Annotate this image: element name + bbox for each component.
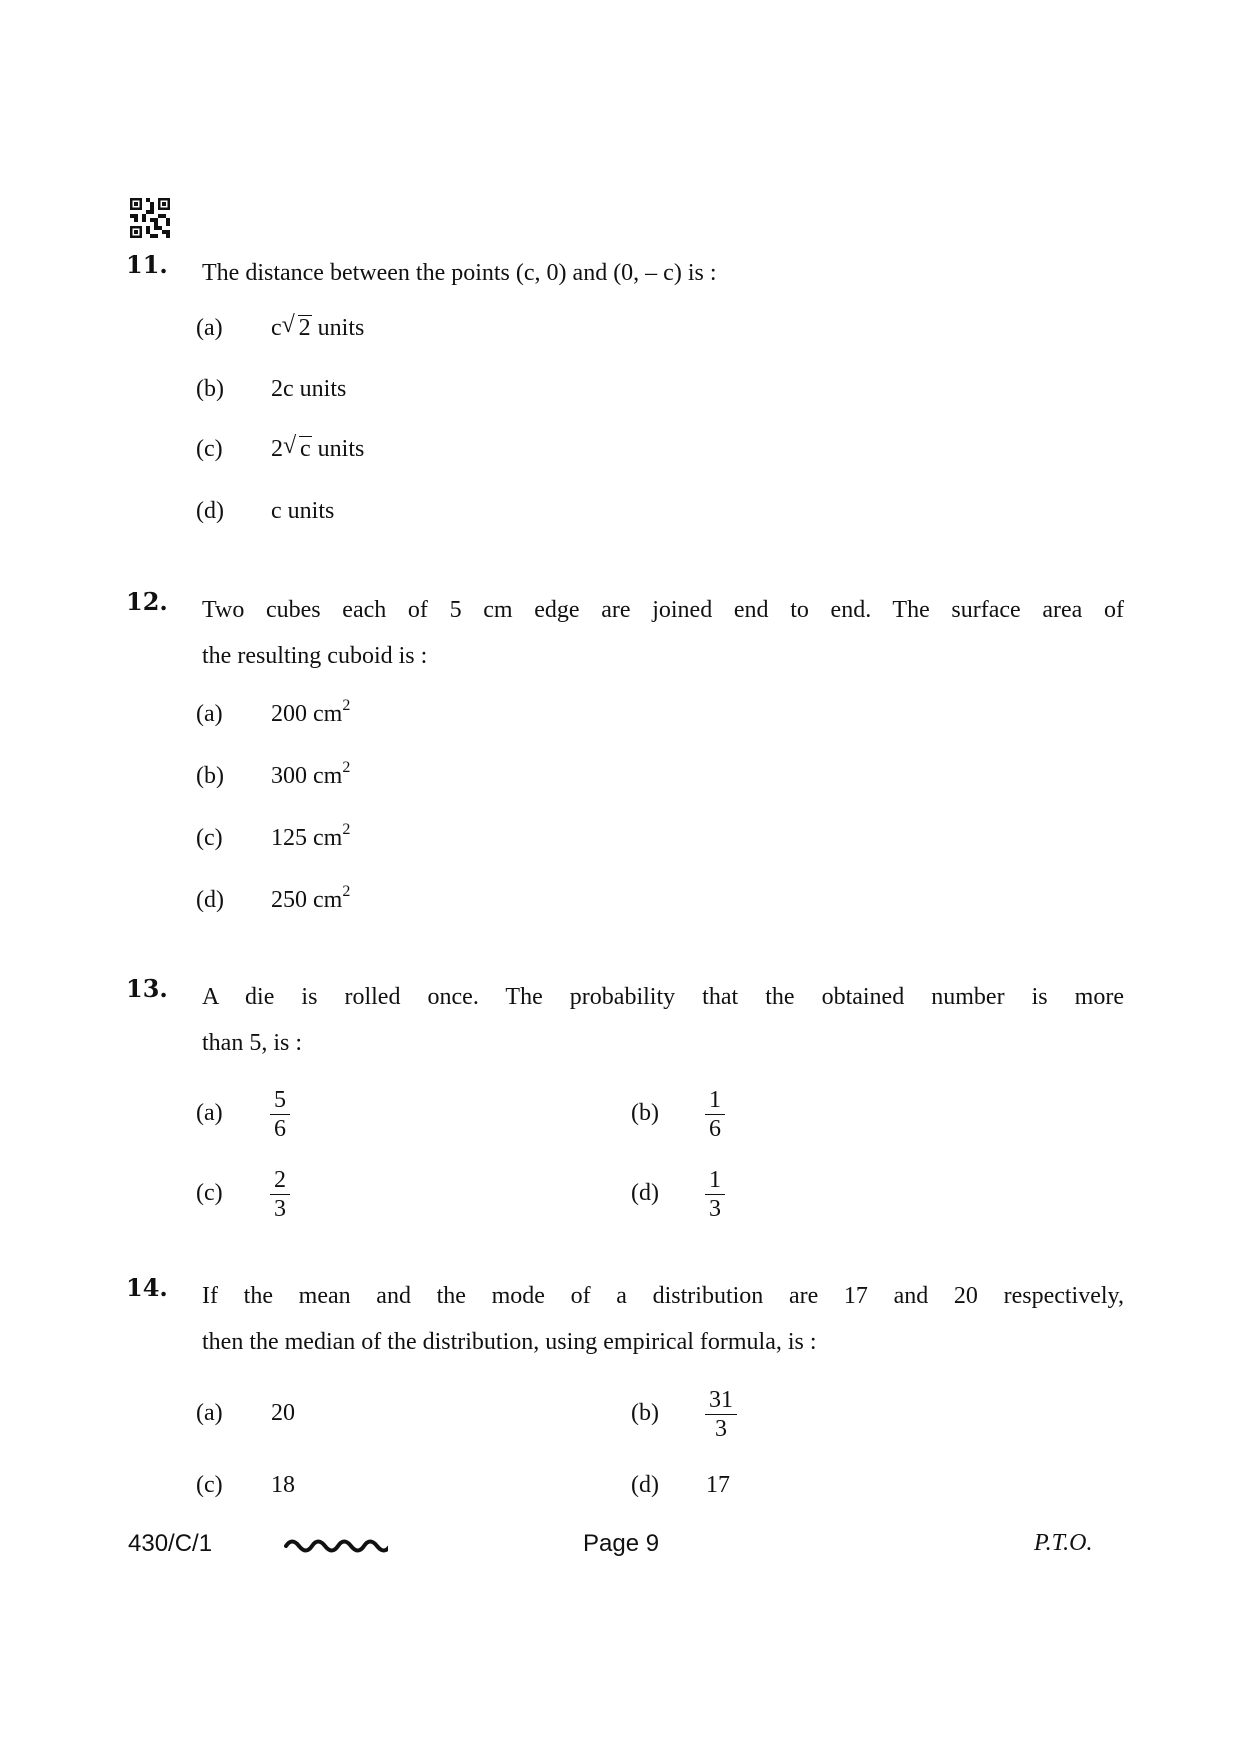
- option-value: [271, 818, 350, 858]
- option-label: (d): [631, 1472, 659, 1498]
- denominator: 3: [715, 1415, 727, 1442]
- option-text: 125 cm: [271, 825, 343, 851]
- page-footer: [0, 1530, 1241, 1570]
- option-value: [270, 1158, 290, 1228]
- wave-ornament: [284, 1534, 388, 1565]
- option-exponent: 2: [342, 883, 351, 900]
- option-label: (b): [631, 1400, 659, 1426]
- option-value: [705, 1158, 725, 1228]
- please-turn-over: P.T.O.: [1034, 1530, 1093, 1556]
- option-label: (b): [196, 763, 224, 789]
- radical-sign-icon: √: [283, 433, 297, 459]
- option-label: (b): [196, 376, 224, 402]
- question-text: [202, 974, 1124, 1066]
- page-number: Page 9: [583, 1530, 660, 1557]
- option-label: (c): [196, 436, 223, 462]
- option-exponent: 2: [342, 759, 351, 776]
- option-label: (c): [196, 825, 223, 851]
- option-label: (a): [196, 701, 223, 727]
- question-line: The distance between the points (c, 0) and (0, – c) is :: [202, 260, 717, 286]
- option-label: (a): [196, 315, 223, 341]
- numerator: 1: [705, 1086, 725, 1115]
- option-label: (a): [196, 1100, 223, 1126]
- fraction: [705, 1086, 725, 1143]
- option-value: 2c units: [271, 376, 347, 402]
- option-text: 300 cm: [271, 763, 343, 789]
- option-value: [705, 1378, 737, 1448]
- paper-code: 430/C/1: [128, 1530, 213, 1557]
- option-value: 20: [271, 1400, 295, 1426]
- option-value: [271, 308, 364, 348]
- numerator: 2: [270, 1166, 290, 1195]
- question-text: [202, 587, 1124, 679]
- question-text: [202, 250, 1184, 296]
- fraction: [705, 1386, 737, 1443]
- denominator: 3: [274, 1195, 286, 1222]
- question-line: the resulting cuboid is :: [202, 643, 428, 669]
- radicand: 2: [298, 315, 311, 341]
- question-number: 12.: [126, 587, 168, 616]
- question-text: [202, 1273, 1124, 1365]
- qr-code-icon: [130, 198, 170, 238]
- question-number: 11.: [126, 250, 168, 279]
- numerator: 5: [270, 1086, 290, 1115]
- option-label: (d): [631, 1180, 659, 1206]
- question-line: A die is rolled once. The probability that the obtained number is more: [202, 984, 1124, 1010]
- question-line: If the mean and the mode of a distribution are 17 and 20 respectively,: [202, 1283, 1124, 1309]
- option-label: (b): [631, 1100, 659, 1126]
- option-text: 250 cm: [271, 887, 343, 913]
- option-value: [271, 880, 350, 920]
- fraction: [270, 1086, 290, 1143]
- option-value: 18: [271, 1472, 295, 1498]
- question-line: than 5, is :: [202, 1030, 302, 1056]
- question-line: Two cubes each of 5 cm edge are joined end to end. The surface area of: [202, 597, 1124, 623]
- denominator: 6: [274, 1115, 286, 1142]
- option-value: [705, 1078, 725, 1148]
- option-exponent: 2: [342, 821, 351, 838]
- option-unit: units: [317, 436, 365, 462]
- option-text: 200 cm: [271, 701, 343, 727]
- option-value: [271, 756, 350, 796]
- option-exponent: 2: [342, 697, 351, 714]
- fraction: [270, 1166, 290, 1223]
- option-label: (c): [196, 1472, 223, 1498]
- option-coefficient: 2: [271, 436, 283, 462]
- option-value: c units: [271, 498, 335, 524]
- numerator: 31: [705, 1386, 737, 1415]
- fraction: [705, 1166, 725, 1223]
- option-label: (a): [196, 1400, 223, 1426]
- option-value: [270, 1078, 290, 1148]
- option-value: [271, 694, 350, 734]
- option-coefficient: c: [271, 315, 282, 341]
- wave-ornament-icon: [284, 1534, 388, 1558]
- option-label: (d): [196, 887, 224, 913]
- option-unit: units: [317, 315, 365, 341]
- option-label: (c): [196, 1180, 223, 1206]
- square-root: [282, 308, 312, 348]
- radicand: c: [300, 436, 311, 462]
- numerator: 1: [705, 1166, 725, 1195]
- denominator: 6: [709, 1115, 721, 1142]
- question-line: then the median of the distribution, using empirical formula, is :: [202, 1329, 817, 1355]
- question-number: 14.: [126, 1273, 168, 1302]
- option-value: [271, 429, 364, 469]
- denominator: 3: [709, 1195, 721, 1222]
- radical-sign-icon: √: [281, 312, 295, 338]
- question-number: 13.: [126, 974, 168, 1003]
- option-label: (d): [196, 498, 224, 524]
- option-value: 17: [706, 1472, 730, 1498]
- square-root: [283, 429, 312, 469]
